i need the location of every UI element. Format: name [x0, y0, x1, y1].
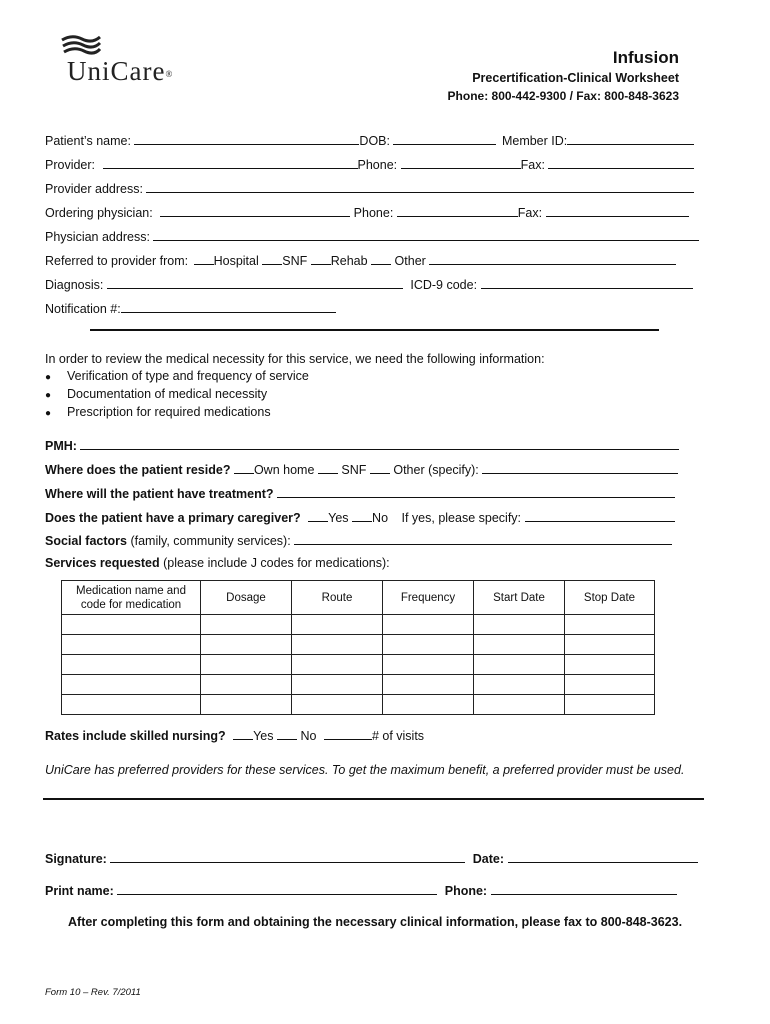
row-caregiver — [45, 509, 675, 525]
services-label: Services requested — [45, 556, 160, 570]
other-label: Other — [394, 254, 426, 268]
icd9-label: ICD-9 code: — [410, 278, 478, 292]
other-specify-field[interactable] — [482, 461, 678, 474]
col-dosage: Dosage — [201, 581, 292, 615]
physician-phone-label: Phone: — [353, 206, 394, 220]
physician-fax-field[interactable] — [546, 204, 689, 217]
bullet-icon: ● — [45, 372, 52, 383]
nursing-yes-check[interactable] — [233, 727, 253, 740]
social-factors-field[interactable] — [294, 532, 672, 545]
referred-label: Referred to provider from: — [45, 254, 189, 268]
table-cell[interactable] — [383, 615, 474, 635]
reside-snf-check[interactable] — [318, 461, 338, 474]
member-id-field[interactable] — [567, 132, 694, 145]
table-cell[interactable] — [292, 615, 383, 635]
table-cell[interactable] — [474, 655, 565, 675]
pmh-field[interactable] — [80, 437, 679, 450]
table-cell[interactable] — [383, 695, 474, 715]
reside-other-check[interactable] — [370, 461, 390, 474]
table-cell[interactable] — [474, 635, 565, 655]
table-cell[interactable] — [62, 695, 201, 715]
row-provider — [45, 156, 694, 172]
table-cell[interactable] — [62, 655, 201, 675]
signature-label: Signature: — [45, 852, 107, 866]
table-cell[interactable] — [201, 675, 292, 695]
table-cell[interactable] — [383, 655, 474, 675]
table-cell[interactable] — [201, 695, 292, 715]
requirements-list — [45, 367, 309, 421]
if-yes-label: If yes, please specify: — [401, 511, 522, 525]
list-item-text: Documentation of medical necessity — [67, 387, 268, 401]
sig-phone-label: Phone: — [444, 884, 488, 898]
table-row — [62, 675, 655, 695]
icd9-field[interactable] — [481, 276, 693, 289]
social-factors-desc: (family, community services): — [130, 534, 291, 548]
physician-address-label: Physician address: — [45, 230, 150, 244]
hospital-label: Hospital — [213, 254, 259, 268]
row-diagnosis — [45, 276, 693, 292]
provider-fax-field[interactable] — [548, 156, 694, 169]
caregiver-no-check[interactable] — [352, 509, 372, 522]
dob-field[interactable] — [393, 132, 496, 145]
date-label: Date: — [472, 852, 505, 866]
services-desc: (please include J codes for medications): — [163, 556, 390, 570]
table-row — [62, 615, 655, 635]
caregiver-yes-label: Yes — [328, 511, 349, 525]
brand-name: UniCare — [67, 56, 166, 86]
row-reside — [45, 461, 678, 477]
caregiver-yes-check[interactable] — [308, 509, 328, 522]
row-print-name — [45, 882, 677, 898]
table-cell[interactable] — [565, 615, 655, 635]
social-factors-label: Social factors — [45, 534, 127, 548]
row-ordering-physician — [45, 204, 689, 220]
table-header-row — [62, 581, 655, 615]
form-subtitle: Precertification-Clinical Worksheet — [472, 71, 679, 85]
ordering-physician-field[interactable] — [160, 204, 350, 217]
notification-field[interactable] — [121, 300, 336, 313]
table-cell[interactable] — [62, 675, 201, 695]
row-social — [45, 532, 672, 548]
provider-label: Provider: — [45, 158, 96, 172]
row-referred — [45, 252, 676, 268]
diagnosis-label: Diagnosis: — [45, 278, 104, 292]
col-medication: Medication name and code for medication — [62, 581, 201, 615]
bullet-icon: ● — [45, 408, 52, 419]
dob-label: DOB: — [359, 134, 390, 148]
provider-address-field[interactable] — [146, 180, 694, 193]
provider-field[interactable] — [103, 156, 358, 169]
table-cell[interactable] — [565, 655, 655, 675]
physician-address-field[interactable] — [153, 228, 699, 241]
caregiver-no-label: No — [372, 511, 389, 525]
nursing-yes-label: Yes — [253, 729, 274, 743]
patient-name-label: Patient’s name: — [45, 134, 131, 148]
pmh-label: PMH: — [45, 439, 77, 453]
rehab-label: Rehab — [330, 254, 368, 268]
row-services — [45, 556, 390, 570]
section-divider — [90, 329, 659, 331]
table-cell[interactable] — [474, 695, 565, 715]
table-cell[interactable] — [292, 695, 383, 715]
own-home-label: Own home — [253, 463, 315, 477]
col-frequency: Frequency — [383, 581, 474, 615]
list-item — [45, 367, 309, 385]
table-cell[interactable] — [474, 675, 565, 695]
col-start-date: Start Date — [474, 581, 565, 615]
table-cell[interactable] — [62, 615, 201, 635]
table-cell[interactable] — [62, 635, 201, 655]
table-cell[interactable] — [292, 675, 383, 695]
intro-text: In order to review the medical necessity for this service, we need the following information: — [45, 352, 545, 366]
diagnosis-field[interactable] — [107, 276, 403, 289]
other-field[interactable] — [429, 252, 676, 265]
patient-name-field[interactable] — [134, 132, 359, 145]
form-title: Infusion — [612, 48, 679, 67]
provider-phone-label: Phone: — [357, 158, 398, 172]
notification-label: Notification #: — [45, 302, 121, 316]
row-notification — [45, 300, 336, 316]
list-item-text: Prescription for required medications — [67, 405, 271, 419]
provider-phone-field[interactable] — [401, 156, 521, 169]
nursing-no-label: No — [300, 729, 317, 743]
physician-phone-field[interactable] — [397, 204, 518, 217]
other-specify-label: Other (specify): — [393, 463, 479, 477]
other-check[interactable] — [371, 252, 391, 265]
row-pmh — [45, 437, 679, 453]
snf-label: SNF — [282, 254, 308, 268]
sig-phone-field[interactable] — [491, 882, 677, 895]
physician-fax-label: Fax: — [517, 206, 543, 220]
table-cell[interactable] — [383, 675, 474, 695]
treatment-label: Where will the patient have treatment? — [45, 487, 274, 501]
row-nursing — [45, 727, 424, 743]
table-row — [62, 695, 655, 715]
row-physician-address — [45, 228, 699, 244]
table-cell[interactable] — [565, 675, 655, 695]
row-treatment — [45, 485, 675, 501]
visits-field[interactable] — [324, 727, 372, 740]
bullet-icon: ● — [45, 390, 52, 401]
contact-info: Phone: 800-442-9300 / Fax: 800-848-3623 — [447, 89, 679, 103]
nursing-label: Rates include skilled nursing? — [45, 729, 226, 743]
signature-field[interactable] — [110, 850, 465, 863]
reside-snf-label: SNF — [341, 463, 367, 477]
signature-divider — [43, 798, 704, 800]
rehab-check[interactable] — [311, 252, 331, 265]
services-table — [61, 580, 655, 715]
provider-fax-label: Fax: — [520, 158, 545, 172]
table-row — [62, 655, 655, 675]
if-yes-field[interactable] — [525, 509, 675, 522]
date-field[interactable] — [508, 850, 698, 863]
table-row — [62, 635, 655, 655]
table-cell[interactable] — [383, 635, 474, 655]
ordering-physician-label: Ordering physician: — [45, 206, 153, 220]
snf-check[interactable] — [262, 252, 282, 265]
caregiver-label: Does the patient have a primary caregiver? — [45, 511, 301, 525]
form-revision: Form 10 – Rev. 7/2011 — [45, 987, 141, 998]
row-patient — [45, 132, 694, 148]
list-item-text: Verification of type and frequency of service — [67, 369, 309, 383]
row-signature — [45, 850, 698, 866]
fax-instruction: After completing this form and obtaining the necessary clinical information, please fax to 800-848-3623. — [68, 915, 683, 929]
table-cell[interactable] — [565, 695, 655, 715]
table-cell[interactable] — [565, 635, 655, 655]
list-item — [45, 403, 309, 421]
col-route: Route — [292, 581, 383, 615]
table-cell[interactable] — [201, 635, 292, 655]
provider-address-label: Provider address: — [45, 182, 143, 196]
col-stop-date: Stop Date — [565, 581, 655, 615]
row-provider-address — [45, 180, 694, 196]
table-cell[interactable] — [474, 615, 565, 635]
table-cell[interactable] — [201, 615, 292, 635]
list-item — [45, 385, 309, 403]
preferred-provider-note: UniCare has preferred providers for these services. To get the maximum benefit, a preferred provider must be used. — [45, 763, 685, 777]
reside-label: Where does the patient reside? — [45, 463, 231, 477]
print-name-field[interactable] — [117, 882, 437, 895]
hospital-check[interactable] — [194, 252, 214, 265]
table-cell[interactable] — [201, 655, 292, 675]
nursing-no-check[interactable] — [277, 727, 297, 740]
own-home-check[interactable] — [234, 461, 254, 474]
table-cell[interactable] — [292, 655, 383, 675]
table-cell[interactable] — [292, 635, 383, 655]
registered-mark: ® — [165, 68, 174, 79]
member-id-label: Member ID: — [501, 134, 568, 148]
treatment-field[interactable] — [277, 485, 675, 498]
visits-label: # of visits — [371, 729, 425, 743]
print-name-label: Print name: — [45, 884, 114, 898]
